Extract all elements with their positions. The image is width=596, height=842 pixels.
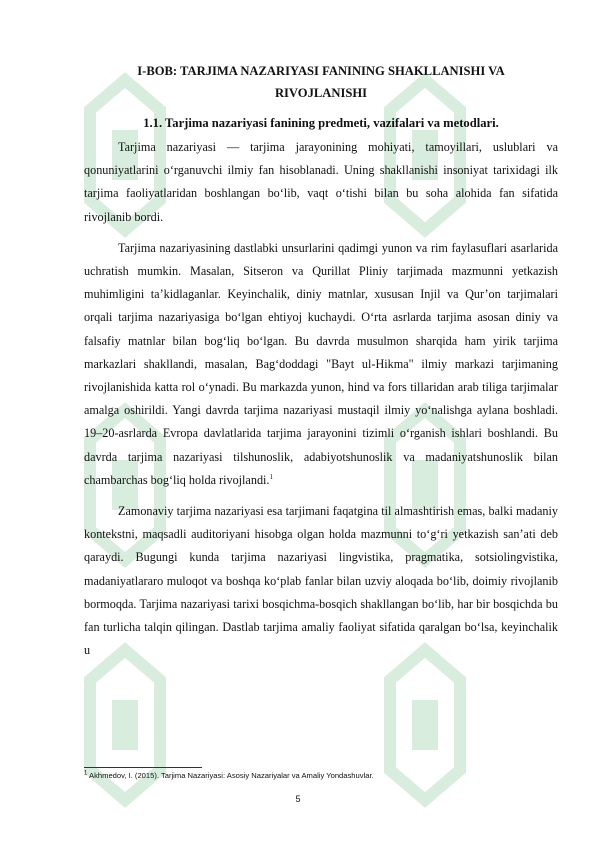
chapter-title-line1: I-BOB: TARJIMA NAZARIYASI FANINING SHAKLLANISHI VA	[137, 64, 505, 78]
chapter-title	[84, 60, 558, 104]
footnote-text: Akhmedov, I. (2015). Tarjima Nazariyasi: Asosiy Nazariyalar va Amaliy Yondashuvlar.	[89, 771, 374, 780]
page-body	[84, 60, 558, 670]
section-title: 1.1. Tarjima nazariyasi fanining predmeti, vazifalari va metodlari.	[143, 116, 499, 130]
footnote-marker: 1	[84, 770, 88, 777]
footnote-separator	[84, 767, 202, 768]
page-number: 5	[295, 794, 301, 804]
paragraph-3: Zamonaviy tarjima nazariyasi esa tarjimani faqatgina til almashtirish emas, balki madaniy kontekstni, maqsadli auditoriyani hisobga olgan holda mazmunni to‘g‘ri yetkazish san’ati deb qaraydi. Bugungi kunda tarjima nazariyasi lingvistika, pragmatika, sotsiolingvistika, madaniyatlararo muloqot va boshqa ko‘plab fanlar bilan uzviy aloqada bo‘lib, doimiy rivojlanib bormoqda. Tarjima nazariyasi tarixi bosqichma-bosqich shakllangan bo‘lib, har bir bosqichda bu fan turlicha talqin qilingan. Dastlab tarjima amaliy faoliyat sifatida qaralgan bo‘lsa, keyinchalik u	[84, 504, 558, 658]
paragraph-2	[84, 237, 558, 492]
footnote	[84, 771, 558, 780]
paragraph-1: Tarjima nazariyasi — tarjima jarayonining mohiyati, tamoyillari, uslublari va qonuniyatlarini o‘rganuvchi ilmiy fan hisoblanadi. Uning shakllanishi insoniyat tarixidagi ilk tarjima faoliyatlaridan boshlangan bo‘lib, vaqt o‘tishi bilan bu soha alohida fan sifatida rivojlanib bordi.	[84, 140, 558, 224]
chapter-title-line2: RIVOJLANISHI	[274, 86, 368, 100]
footnote-reference[interactable]: 1	[269, 472, 273, 481]
paragraph-2-text: Tarjima nazariyasining dastlabki unsurlarini qadimgi yunon va rim faylasuflari asarlarida uchratish mumkin. Masalan, Sitseron va Qurillat Pliniy tarjimada mazmunni yetkazish muhimligini ta’kidlaganlar. Keyinchalik, diniy matnlar, xususan Injil va Qur’on tarjimalari orqali tarjima nazariyasiga bo‘lgan ehtiyoj kuchaydi. O‘rta asrlarda tarjima asosan diniy va falsafiy matnlar bilan bog‘liq bo‘lgan. Bu davrda musulmon sharqida ham yirik tarjima markazlari shakllandi, masalan, Bag‘doddagi "Bayt ul-Hikma" ilmiy markazi tarjimaning rivojlanishida katta rol o‘ynadi. Bu markazda yunon, hind va fors tillaridan arab tiliga tarjimalar amalga oshirildi. Yangi davrda tarjima nazariyasi mustaqil ilmiy yo‘nalishga aylana boshladi. 19–20-asrlarda Evropa davlatlarida tarjima jarayonini tizimli o‘rganish ishlari boshlandi. Bu davrda tarjima nazariyasi tilshunoslik, adabiyotshunoslik va madaniyatshunoslik bilan chambarchas bog‘liq holda rivojlandi.	[84, 240, 558, 487]
